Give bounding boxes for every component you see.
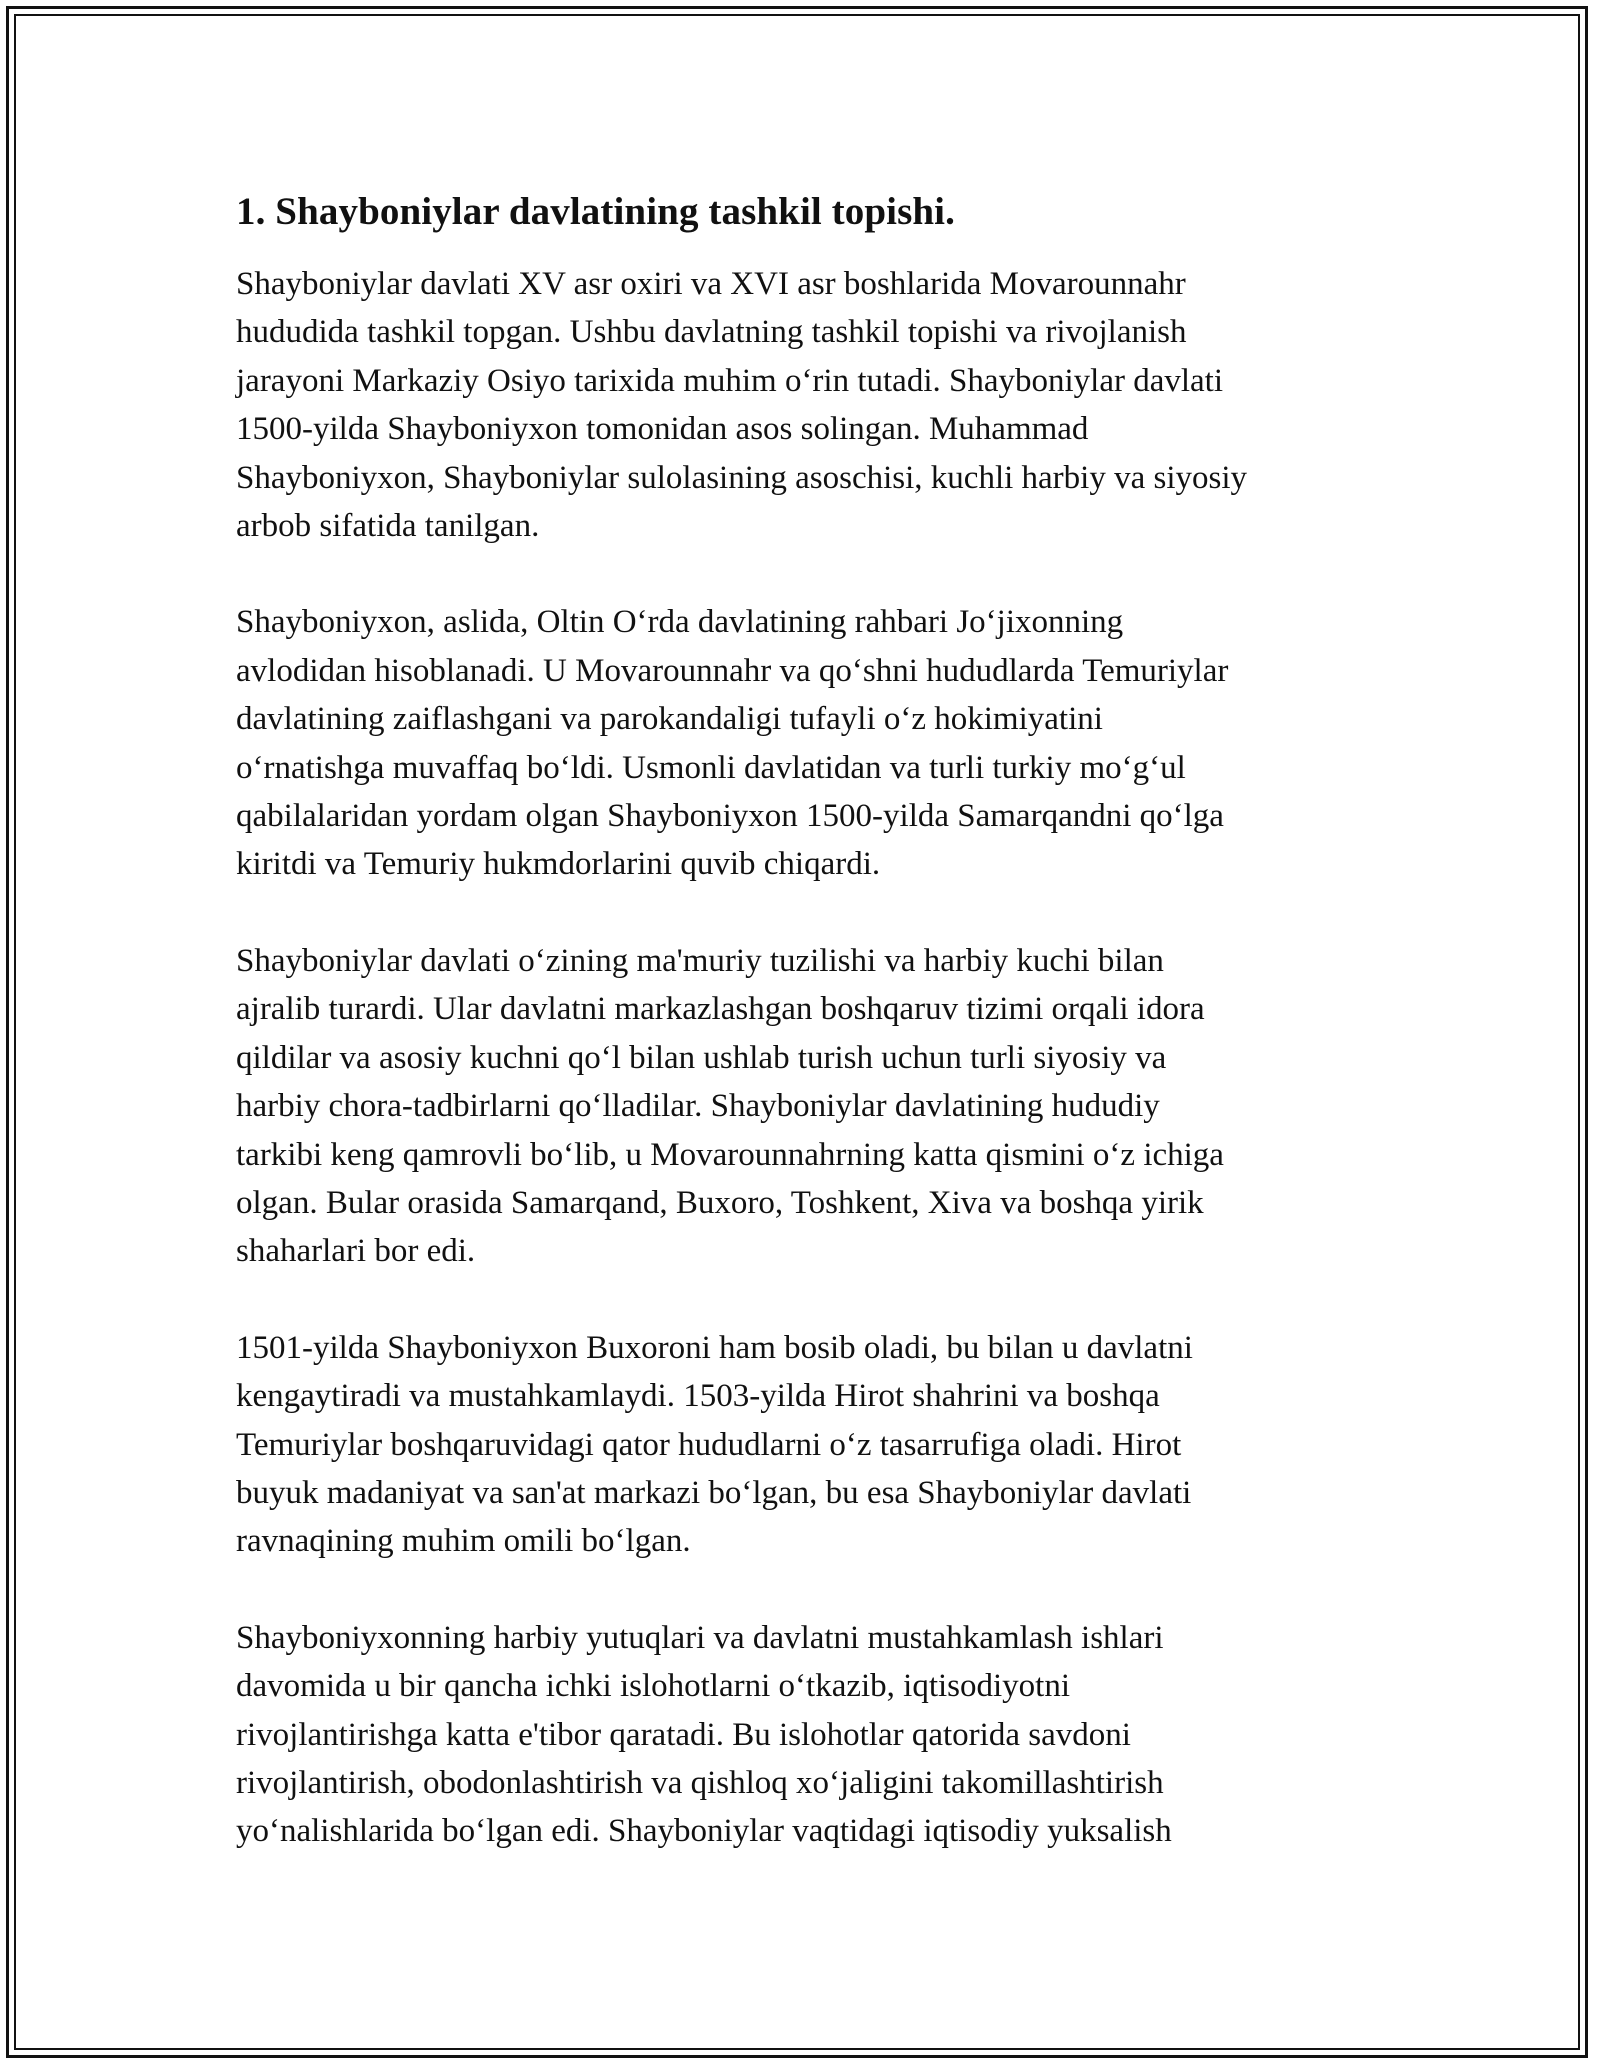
document-body: [236, 188, 1366, 1904]
paragraph-2: Shayboniyxon, aslida, Oltin O‘rda davlatining rahbari Jo‘jixonning avlodidan hisoblanadi. U Movarounnahr va qo‘shni hududlarda Temuriylar davlatining zaiflashgani va parokandaligi tufayli o‘z hokimiyatini o‘rnatishga muvaffaq bo‘ldi. Usmonli davlatidan va turli turkiy mo‘g‘ul qabilalaridan yordam olgan Shayboniyxon 1500-yilda Samarqandni qo‘lga kiritdi va Temuriy hukmdorlarini quvib chiqardi.: [236, 604, 1229, 883]
paragraph-3: Shayboniylar davlati o‘zining ma'muriy tuzilishi va harbiy kuchi bilan ajralib turardi. Ular davlatni markazlashgan boshqaruv tizimi orqali idora qildilar va asosiy kuchni qo‘l bilan ushlab turish uchun turli siyosiy va harbiy chora-tadbirlarni qo‘lladilar. Shayboniylar davlatining hududiy tarkibi keng qamrovli bo‘lib, u Movarounnahrning katta qismini o‘z ichiga olgan. Bular orasida Samarqand, Buxoro, Toshkent, Xiva va boshqa yirik shaharlari bor edi.: [236, 942, 1224, 1270]
section-heading: 1. Shayboniylar davlatining tashkil topishi.: [236, 190, 955, 233]
paragraph-4: 1501-yilda Shayboniyxon Buxoroni ham bosib oladi, bu bilan u davlatni kengaytiradi va mustahkamlaydi. 1503-yilda Hirot shahrini va boshqa Temuriylar boshqaruvidagi qator hududlarni o‘z tasarrufiga oladi. Hirot buyuk madaniyat va san'at markazi bo‘lgan, bu esa Shayboniylar davlati ravnaqining muhim omili bo‘lgan.: [236, 1329, 1193, 1560]
paragraph-5: Shayboniyxonning harbiy yutuqlari va davlatni mustahkamlash ishlari davomida u bir qancha ichki islohotlarni o‘tkazib, iqtisodiyotni rivojlantirishga katta e'tibor qaratadi. Bu islohotlar qatorida savdoni rivojlantirish, obodonlashtirish va qishloq xo‘jaligini takomillashtirish yo‘nalishlarida bo‘lgan edi. Shayboniylar vaqtidagi iqtisodiy yuksalish: [236, 1619, 1172, 1850]
paragraph-1: Shayboniylar davlati XV asr oxiri va XVI asr boshlarida Movarounnahr hududida tashkil topgan. Ushbu davlatning tashkil topishi va rivojlanish jarayoni Markaziy Osiyo tarixida muhim o‘rin tutadi. Shayboniylar davlati 1500-yilda Shayboniyxon tomonidan asos solingan. Muhammad Shayboniyxon, Shayboniylar sulolasining asoschisi, kuchli harbiy va siyosiy arbob sifatida tanilgan.: [236, 266, 1248, 545]
